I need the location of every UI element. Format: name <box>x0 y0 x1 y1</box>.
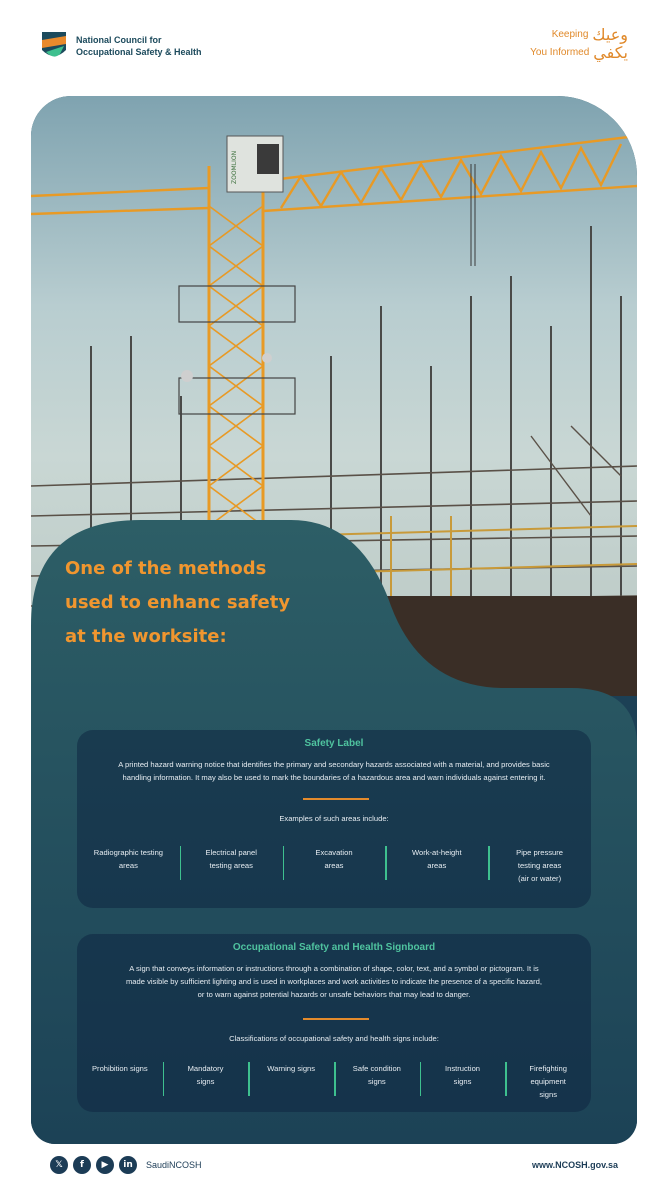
list-item: Instruction signs <box>420 1062 506 1101</box>
signboard-desc-line1: A sign that conveys information or instructions through a combination of shape, color, text, and a symbol or pictogram. It is <box>129 964 539 973</box>
social-handle[interactable]: SaudiNCOSH <box>146 1160 202 1170</box>
ncosh-logo-icon <box>40 28 70 64</box>
sign-classifications-list <box>77 1062 591 1101</box>
orange-divider <box>303 798 369 800</box>
signboard-panel <box>77 934 591 1112</box>
youtube-icon[interactable]: ▶ <box>96 1156 114 1174</box>
x-icon[interactable]: 𝕏 <box>50 1156 68 1174</box>
examples-intro: Examples of such areas include: <box>279 814 389 823</box>
tagline-ar-bottom: يكفي <box>593 43 628 62</box>
facebook-icon[interactable]: f <box>73 1156 91 1174</box>
example-areas-list <box>77 846 591 885</box>
tagline-en-top: Keeping <box>551 29 589 40</box>
headline-line1: One of the methods <box>65 558 267 579</box>
tagline <box>530 26 628 62</box>
safety-label-desc-line2: handling information. It may also be used to mark the boundaries of a hazardous area and warn individuals against entering it. <box>122 773 546 782</box>
headline <box>65 552 345 654</box>
list-item: Radiographic testing areas <box>93 848 164 870</box>
linkedin-icon[interactable]: in <box>119 1156 137 1174</box>
tagline-ar-top: وعيك <box>592 25 628 44</box>
list-item: Safe condition signs <box>334 1062 420 1101</box>
classifications-intro: Classifications of occupational safety and health signs include: <box>229 1034 439 1043</box>
org-name-line1: National Council for <box>76 35 162 45</box>
header <box>0 0 668 92</box>
signboard-desc-line2: made visible by sufficient lighting and is used in workplaces and work activities to indicate the presence of a specific hazard, <box>125 977 543 986</box>
signboard-title: Occupational Safety and Health Signboard <box>232 942 436 953</box>
list-item: Warning signs <box>248 1062 334 1101</box>
headline-line3: at the worksite: <box>65 626 227 647</box>
list-item: Mandatory signs <box>163 1062 249 1101</box>
signboard-desc-line3: or to warn against potential hazards or unsafe behaviors that may lead to danger. <box>197 990 471 999</box>
org-name <box>76 34 202 58</box>
list-item: Firefighting equipment signs <box>505 1062 591 1101</box>
social-links <box>50 1156 202 1174</box>
headline-line2: used to enhanc safety <box>65 592 291 613</box>
main-card <box>31 96 637 1144</box>
signboard-description <box>97 962 571 1001</box>
safety-label-desc-line1: A printed hazard warning notice that identifies the primary and secondary hazards associated with a material, and provides basic <box>118 760 550 769</box>
crane-brand-label: ZOOMLION <box>231 150 238 184</box>
list-item: Pipe pressure testing areas (air or water) <box>488 846 591 885</box>
footer <box>0 1150 668 1200</box>
list-item: Work-at-height areas <box>385 846 488 885</box>
list-item: Prohibition signs <box>91 1064 148 1073</box>
org-name-line2: Occupational Safety & Health <box>76 47 202 57</box>
safety-label-title: Safety Label <box>304 738 364 749</box>
safety-label-panel <box>77 730 591 908</box>
list-item: Electrical panel testing areas <box>180 846 283 885</box>
safety-label-description <box>97 758 571 784</box>
tagline-en-bottom: You Informed <box>530 47 590 58</box>
orange-divider <box>303 1018 369 1020</box>
website-link[interactable]: www.NCOSH.gov.sa <box>531 1160 618 1170</box>
list-item: Excavation areas <box>283 846 386 885</box>
